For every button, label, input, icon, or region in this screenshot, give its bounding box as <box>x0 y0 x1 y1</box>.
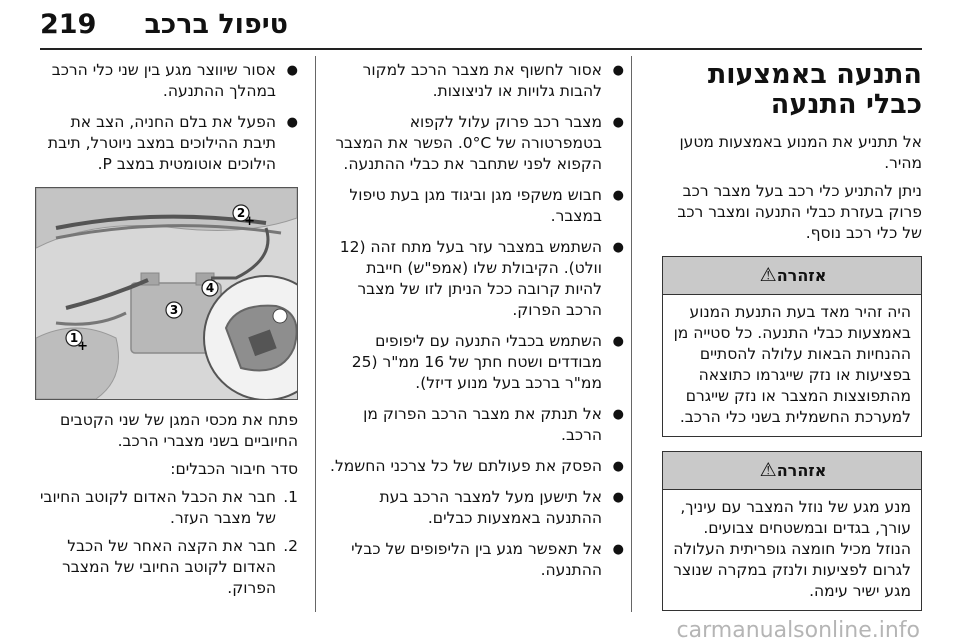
list-item: ● השתמש במצבר עזר בעל מתח זהה (12 וולט). הקיבולת שלו (אמפ"ש) חייבת להיות קרובה ככל הניתן לזו של מצבר הרכב הפרוק. <box>329 237 624 321</box>
warning-title: אזהרה <box>776 266 827 285</box>
column-divider-left <box>315 56 316 612</box>
step-number: 1. <box>283 488 298 506</box>
engine-bay-illustration <box>35 187 298 400</box>
warning-text: מנע מגע של נוזל המצבר עם עיניך, עורך, בגדים ובמשטחים צבועים. הנוזל מכיל חומצה גופריתית העלולה לגרום לפציעות ולנזק במקרה שנוצר מגע ישיר עימה. <box>673 498 911 600</box>
intro-paragraph: ניתן להתניע כלי רכב בעל מצבר רכב פרוק בעזרת כבלי התנעה ומצבר רכב של כלי רכב נוסף. <box>677 182 922 242</box>
section-heading: התנעה באמצעות כבלי התנעה <box>707 59 922 120</box>
warning-triangle-icon: ⚠ <box>759 459 777 481</box>
figure-callout-number: 3 <box>169 303 179 317</box>
watermark: carmanualsonline.info <box>676 618 920 643</box>
step-number: 2. <box>283 537 298 555</box>
engine-bay-drawing <box>36 188 297 399</box>
header-rule <box>40 48 922 50</box>
step-item <box>35 487 298 529</box>
warning-header <box>663 452 921 490</box>
warning-title: אזהרה <box>776 461 827 480</box>
connection-sequence-title: סדר חיבור הכבלים: <box>170 460 298 478</box>
column-divider-right <box>631 56 632 612</box>
warning-box <box>662 256 922 437</box>
chapter-title: טיפול ברכב <box>144 9 288 40</box>
figure-callout-number: 2 <box>236 206 246 220</box>
step-text: חבר את הכבל האדום לקוטב החיובי של מצבר העזר. <box>40 488 276 527</box>
list-item: ● השתמש בכבלי התנעה עם ליפופים מבודדים ושטח חתך של 16 ממ"ר (25 ממ"ר ברכב בעל מנוע דיזל). <box>329 331 624 394</box>
precautions-list <box>329 60 624 581</box>
figure-callout-number: 4 <box>205 281 215 295</box>
step-text: חבר את הקצה האחר של הכבל האדום לקוטב החיובי של המצבר הפרוק. <box>62 537 276 597</box>
figure-callout-number: 1 <box>69 331 79 345</box>
warning-header <box>663 257 921 295</box>
right-column <box>662 60 922 625</box>
page-header <box>0 0 960 46</box>
list-item: ● הפעל את בלם החניה, הצב את תיבת ההילוכים במצב ניוטרל, תיבת הילוכים אוטומטית במצב P. <box>35 112 298 175</box>
middle-column <box>329 60 624 591</box>
left-column <box>35 60 298 606</box>
list-item: ● אל תנתק את מצבר הרכב הפרוק מן הרכב. <box>329 404 624 446</box>
positive-terminal-plus: + <box>77 339 88 354</box>
intro-paragraph: אל תתניע את המנוע באמצעות מטען מהיר. <box>679 133 922 172</box>
positive-terminal-plus: + <box>244 214 255 229</box>
connection-steps <box>35 487 298 599</box>
list-item: ● אל תישען מעל למצבר הרכב בעת ההתנעה באמצעות כבלים. <box>329 487 624 529</box>
warning-triangle-icon: ⚠ <box>759 264 777 286</box>
warning-box <box>662 451 922 611</box>
list-item: ● חבוש משקפי מגן וביגוד מגן בעת טיפול במצבר. <box>329 185 624 227</box>
list-item: ● הפסק את פעולתם של כל צרכני החשמל. <box>329 456 624 477</box>
figure-callout-3 <box>166 302 182 318</box>
step-item <box>35 536 298 599</box>
list-item: ● מצבר רכב פרוק עלול לקפוא בטמפרטורה של ‎0°C‎. הפשר את המצבר הקפוא לפני שתחבר את כבלי ההתנעה. <box>329 112 624 175</box>
list-item: ● אסור לחשוף את מצבר הרכב למקור להבות גלויות או לניצוצות. <box>329 60 624 102</box>
figure-callout-4 <box>202 280 218 296</box>
page-number: 219 <box>40 9 97 40</box>
warning-text: היה זהיר מאד בעת התנעת המנוע באמצעות כבלי התנעה. כל סטייה מן ההנחיות הבאות עלולה להסתיים בפציעות או נזק שייגרמו כתוצאה מהתפוצצות המצבר או נזק שייגרם למערכת החשמלית בשני כלי הרכב. <box>673 303 911 426</box>
figure-caption-paragraph: פתח את מכסי המגן של שני הקטבים החיוביים בשני מצברי הרכב. <box>60 411 298 450</box>
precautions-list-continued <box>35 60 298 175</box>
list-item: ● אל תאפשר מגע בין הליפופים של כבלי ההתנעה. <box>329 539 624 581</box>
list-item: ● אסור שיווצר מגע בין שני כלי הרכב במהלך ההתנעה. <box>35 60 298 102</box>
